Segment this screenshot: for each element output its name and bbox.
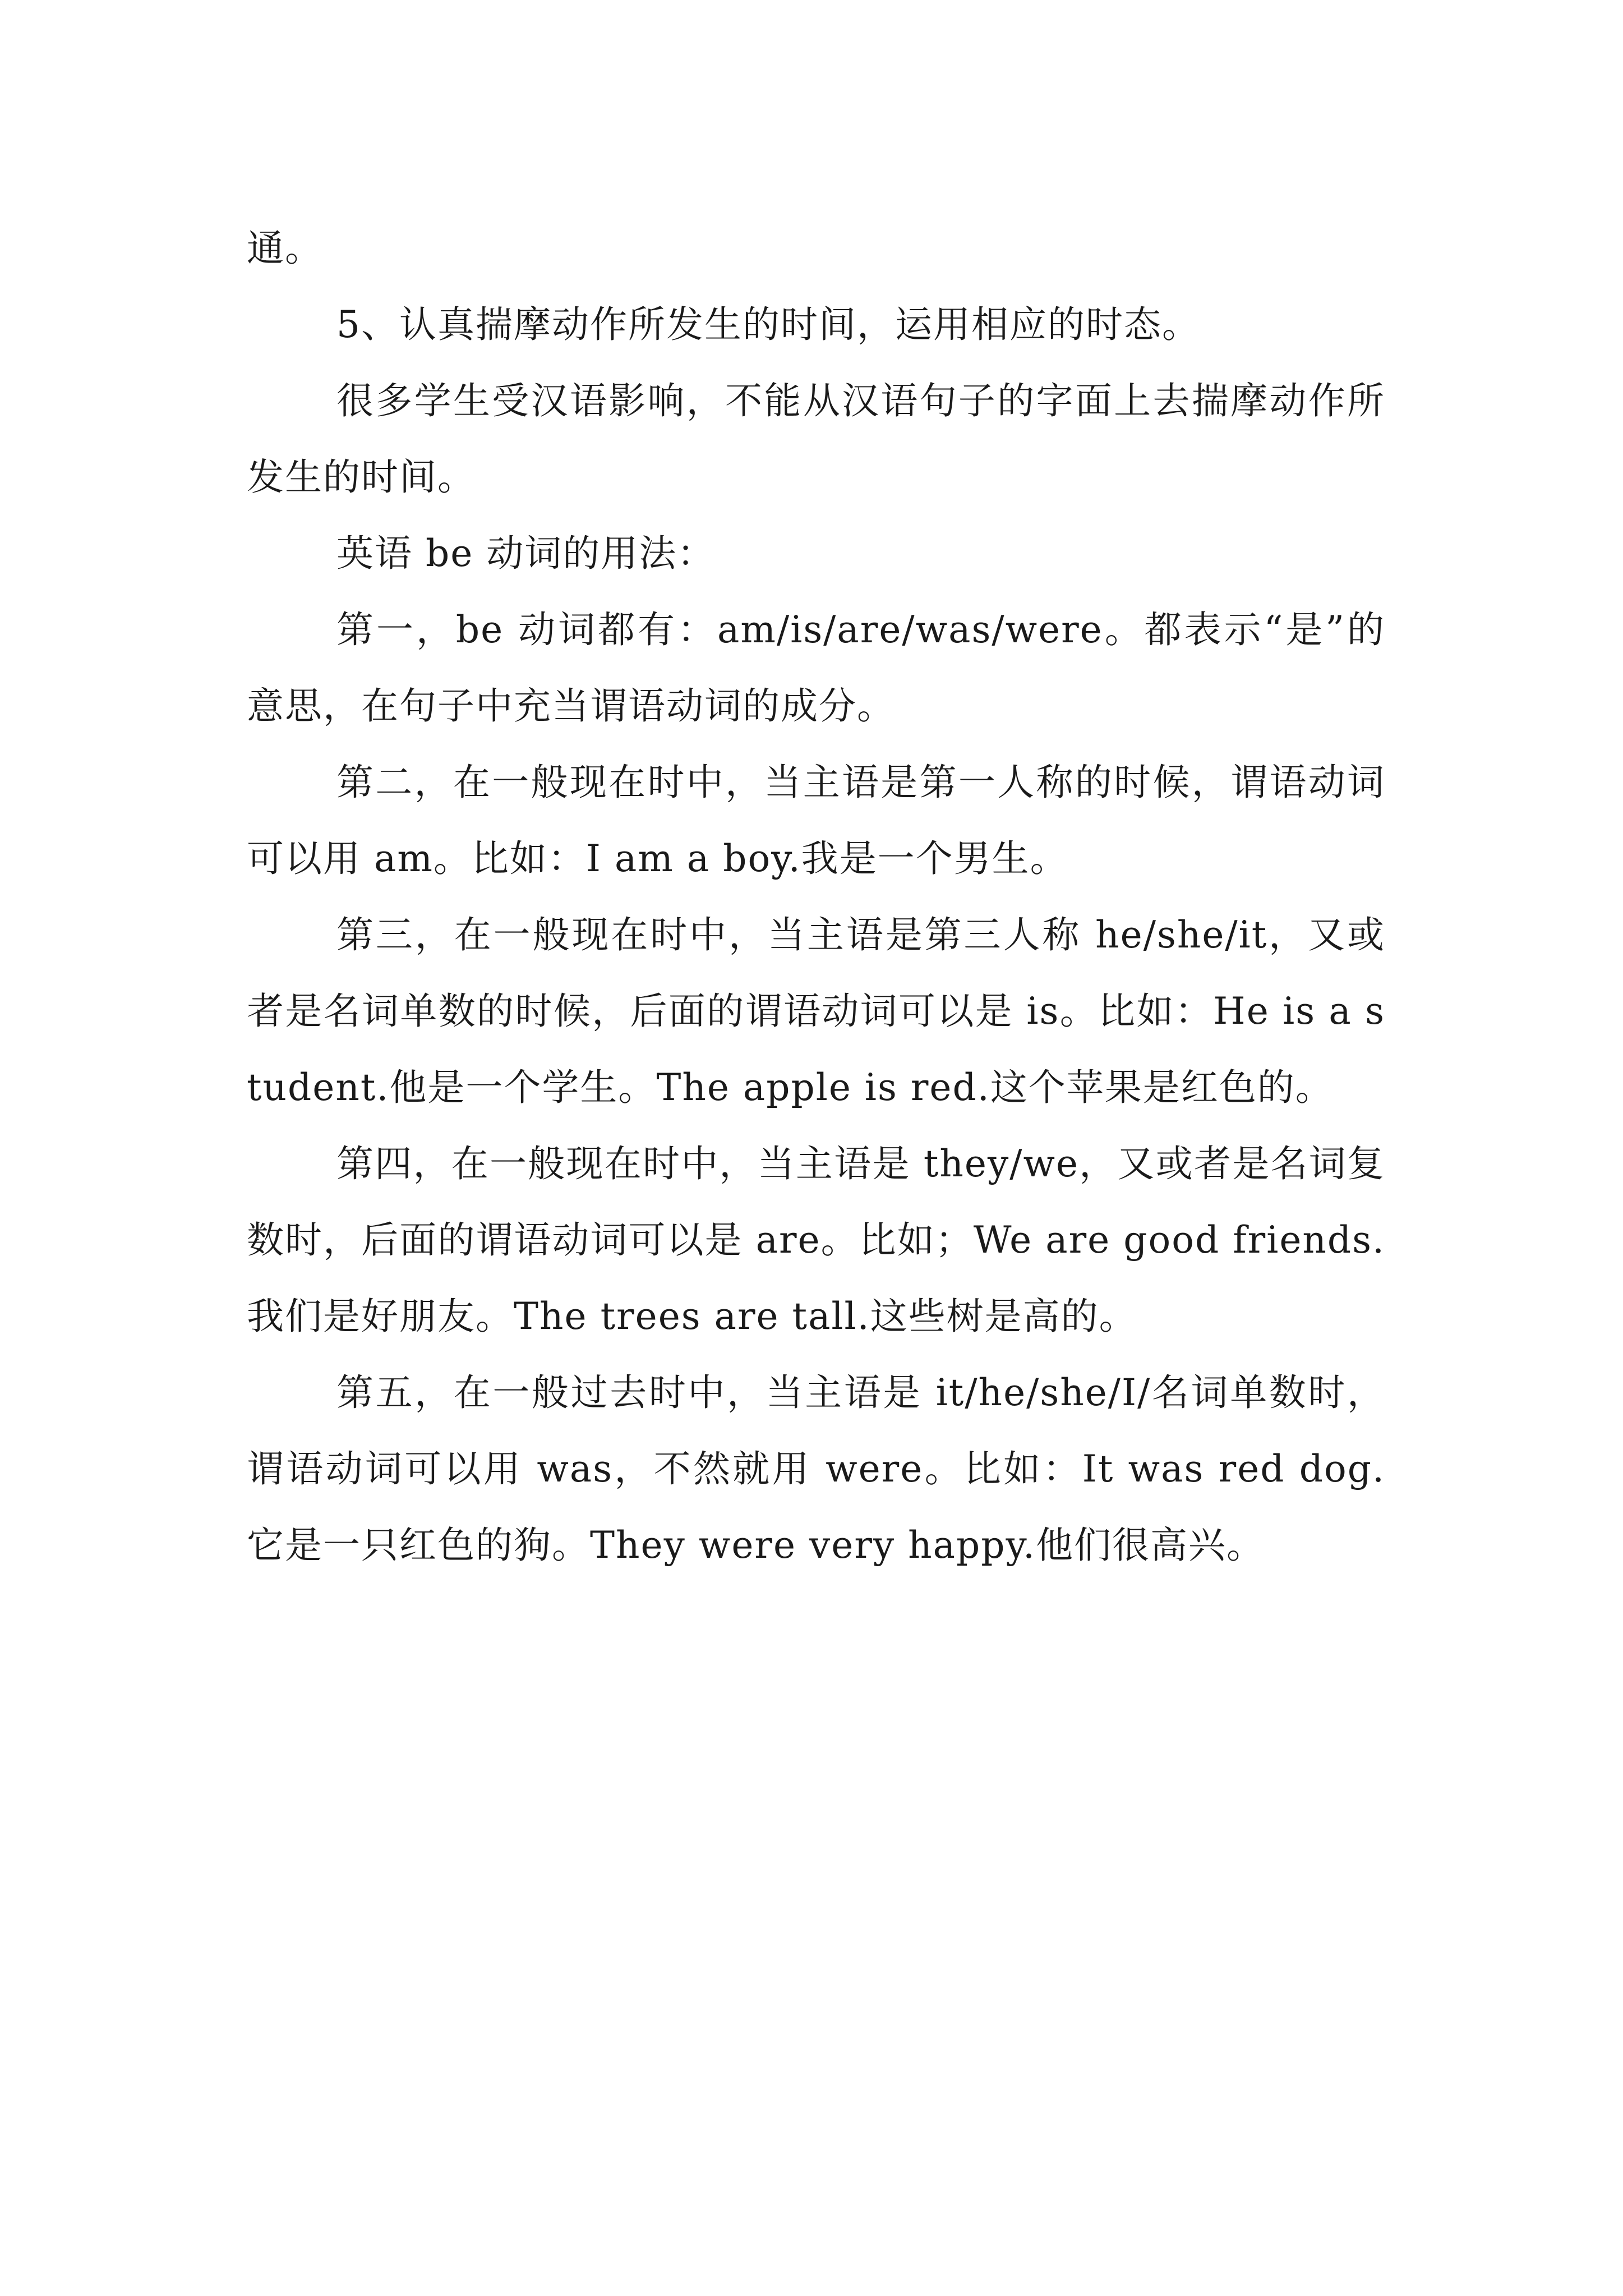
paragraph-point-5: 5、认真揣摩动作所发生的时间，运用相应的时态。	[336, 303, 1200, 346]
paragraph-fourth: 第四，在一般现在时中，当主语是 they/we，又或者是名词复数时，后面的谓语动词可以是 are。比如；We are good friends.我们是好朋友。The trees are tall.这些树是高的。	[247, 1142, 1385, 1338]
paragraph-first: 第一，be 动词都有：am/is/are/was/were。都表示“是”的意思，在句子中充当谓语动词的成分。	[247, 608, 1385, 728]
paragraph-fifth: 第五，在一般过去时中，当主语是 it/he/she/I/名词单数时，谓语动词可以用 was，不然就用 were。比如：It was red dog.它是一只红色的狗。They were very happy.他们很高兴。	[247, 1371, 1385, 1567]
paragraph-third: 第三，在一般现在时中，当主语是第三人称 he/she/it，又或者是名词单数的时候，后面的谓语动词可以是 is。比如：He is a student.他是一个学生。The apple is red.这个苹果是红色的。	[247, 913, 1385, 1109]
document-body	[247, 210, 1385, 1584]
paragraph-explanation: 很多学生受汉语影响，不能从汉语句子的字面上去揣摩动作所发生的时间。	[247, 379, 1385, 499]
paragraph-continuation: 通。	[247, 227, 323, 270]
paragraph-second: 第二，在一般现在时中，当主语是第一人称的时候，谓语动词可以用 am。比如：I am a boy.我是一个男生。	[247, 761, 1385, 880]
section-heading-be-verb: 英语 be 动词的用法：	[336, 532, 716, 575]
